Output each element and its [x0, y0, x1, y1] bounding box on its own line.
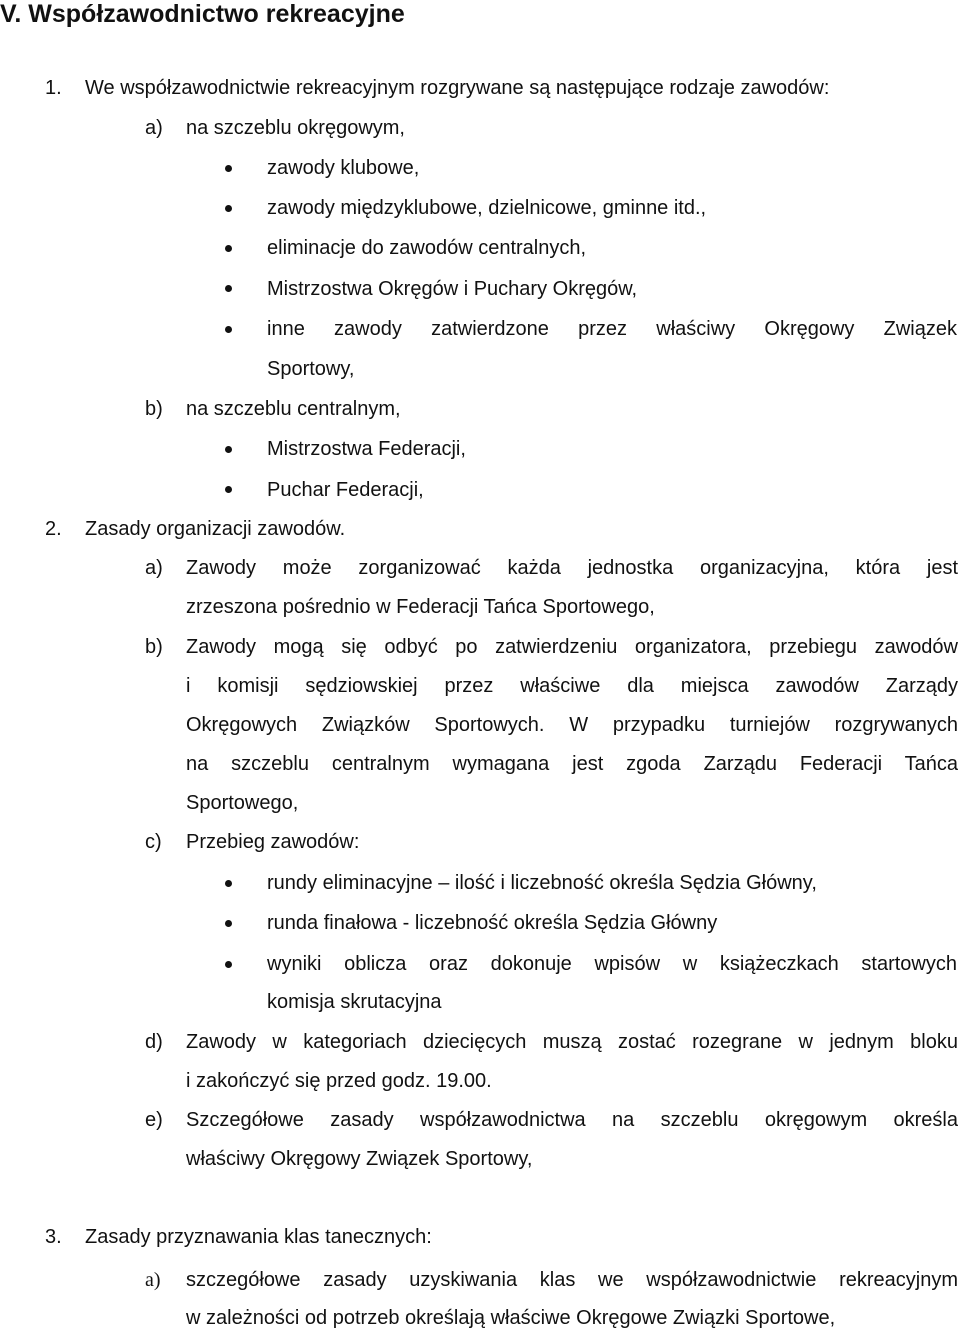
item-2e-letter: e): [145, 1109, 163, 1131]
paragraph-line: Szczegółowe zasady współzawodnictwa na szczeblu okręgowym określa: [186, 1109, 958, 1131]
bullet-icon: [225, 205, 232, 212]
item-2-text: Zasady organizacji zawodów.: [85, 518, 346, 540]
bullet-icon: [225, 165, 232, 172]
bullet-icon: [225, 446, 232, 453]
item-2-number: 2.: [45, 518, 62, 540]
paragraph-line: Zawody mogą się odbyć po zatwierdzeniu organizatora, przebiegu zawodów: [186, 636, 958, 658]
paragraph-line: właściwy Okręgowy Związek Sportowy,: [186, 1148, 533, 1170]
paragraph-line: szczegółowe zasady uzyskiwania klas we współzawodnictwie rekreacyjnym: [186, 1269, 958, 1291]
list-item: inne zawody zatwierdzone przez właściwy Okręgowy Związek: [267, 318, 957, 340]
bullet-icon: [225, 920, 232, 927]
paragraph-line: Okręgowych Związków Sportowych. W przypadku turniejów rozgrywanych: [186, 714, 958, 736]
list-item: wyniki oblicza oraz dokonuje wpisów w książeczkach startowych: [267, 953, 957, 975]
list-item: runda finałowa - liczebność określa Sędzia Główny: [267, 912, 718, 934]
list-item: Puchar Federacji,: [267, 479, 424, 501]
item-3-text: Zasady przyznawania klas tanecznych:: [85, 1226, 432, 1248]
bullet-icon: [225, 880, 232, 887]
list-item-continuation: Sportowy,: [267, 358, 355, 380]
paragraph-line: zrzeszona pośrednio w Federacji Tańca Sportowego,: [186, 596, 655, 618]
list-item: Mistrzostwa Federacji,: [267, 438, 466, 460]
paragraph-line: w zależności od potrzeb określają właściwe Okręgowe Związki Sportowe,: [186, 1307, 836, 1329]
list-item: eliminacje do zawodów centralnych,: [267, 237, 587, 259]
list-item: zawody klubowe,: [267, 157, 420, 179]
bullet-icon: [225, 326, 232, 333]
item-2d-letter: d): [145, 1031, 163, 1053]
item-3-number: 3.: [45, 1226, 62, 1248]
item-1a-text: na szczeblu okręgowym,: [186, 117, 405, 139]
paragraph-line: i komisji sędziowskiej przez właściwe dla miejsca zawodów Zarządy: [186, 675, 958, 697]
section-heading: V. Współzawodnictwo rekreacyjne: [0, 0, 405, 28]
list-item: zawody międzyklubowe, dzielnicowe, gminne itd.,: [267, 197, 707, 219]
item-2b-letter: b): [145, 636, 163, 658]
item-2c-letter: c): [145, 831, 162, 853]
paragraph-line: Sportowego,: [186, 792, 299, 814]
paragraph-line: na szczeblu centralnym wymagana jest zgoda Zarządu Federacji Tańca: [186, 753, 958, 775]
bullet-icon: [225, 285, 232, 292]
item-2a-letter: a): [145, 557, 163, 579]
paragraph-line: Zawody w kategoriach dziecięcych muszą zostać rozegrane w jednym bloku: [186, 1031, 958, 1053]
item-1a-letter: a): [145, 117, 163, 139]
item-2c-text: Przebieg zawodów:: [186, 831, 360, 853]
paragraph-line: i zakończyć się przed godz. 19.00.: [186, 1070, 492, 1092]
item-1b-letter: b): [145, 398, 163, 420]
item-1-text: We współzawodnictwie rekreacyjnym rozgrywane są następujące rodzaje zawodów:: [85, 77, 830, 99]
bullet-icon: [225, 245, 232, 252]
item-1b-text: na szczeblu centralnym,: [186, 398, 401, 420]
paragraph-line: Zawody może zorganizować każda jednostka organizacyjna, która jest: [186, 557, 958, 579]
item-3a-letter: a): [145, 1269, 161, 1291]
list-item: rundy eliminacyjne – ilość i liczebność określa Sędzia Główny,: [267, 872, 817, 894]
list-item-continuation: komisja skrutacyjna: [267, 991, 442, 1013]
item-1-number: 1.: [45, 77, 62, 99]
list-item: Mistrzostwa Okręgów i Puchary Okręgów,: [267, 278, 638, 300]
bullet-icon: [225, 486, 232, 493]
bullet-icon: [225, 961, 232, 968]
